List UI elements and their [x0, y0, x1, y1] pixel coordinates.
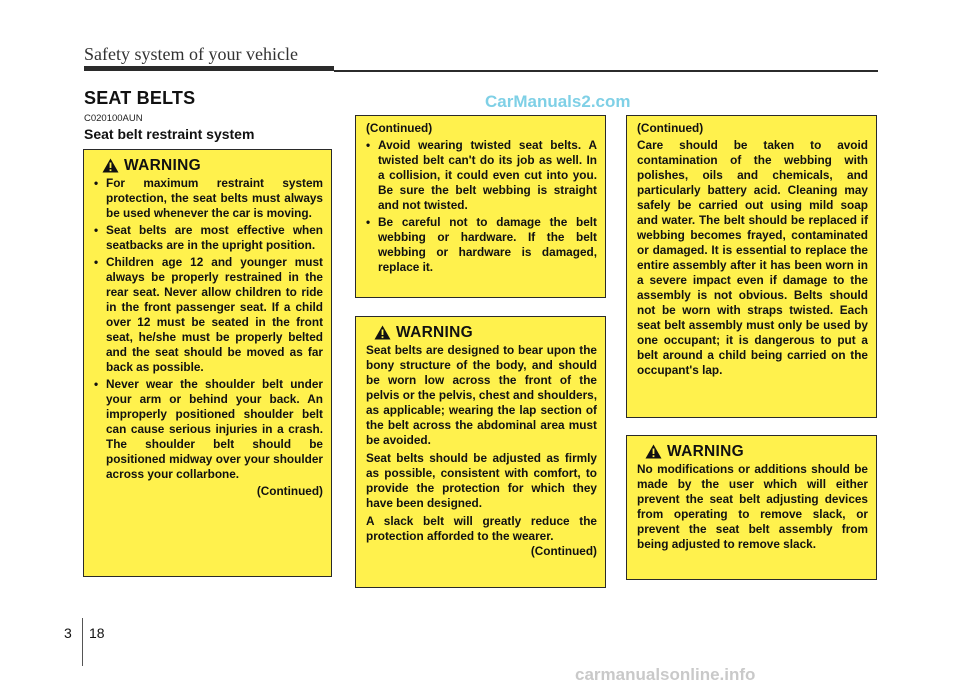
footer-divider — [82, 618, 83, 666]
watermark-footer: carmanualsonline.info — [575, 665, 756, 684]
continued-label: (Continued) — [366, 121, 433, 135]
list-item: • Be careful not to damage the belt webbing or hardware. If the belt webbing or hardware is damaged, replace it. — [366, 215, 597, 274]
list-item: • Children age 12 and younger must always be properly restrained in the rear seat. Never allow children to ride in the front passenger seat. If a child over 12 must be seated in the front seat, he/she must be properly belted and the seat should be moved as far back as possible. — [94, 255, 323, 374]
warning-triangle-icon — [645, 444, 662, 459]
warning-heading — [374, 325, 597, 340]
warning-heading — [645, 444, 868, 459]
paragraph: A slack belt will greatly reduce the protection afforded to the wearer. — [366, 514, 597, 543]
warning-triangle-icon — [374, 325, 391, 340]
continued-label: (Continued) — [256, 484, 323, 498]
header-title: Safety system of your vehicle — [84, 44, 298, 64]
list-item: • Never wear the shoulder belt under your arm or behind your back. An improperly positioned shoulder belt can cause serious injuries in a crash. The shoulder belt should be positioned midway over your shoulder across your collarbone. — [94, 377, 323, 481]
list-item: • Seat belts are most effective when seatbacks are in the upright position. — [94, 223, 323, 252]
warning-heading — [102, 158, 323, 173]
continued-box-2 — [355, 115, 606, 298]
header-rule-thin — [334, 70, 878, 72]
warning-triangle-icon — [102, 158, 119, 173]
continued-label: (Continued) — [530, 544, 597, 558]
paragraph: Care should be taken to avoid contamination of the webbing with polishes, oils and chemicals, and particularly battery acid. Cleaning may safely be carried out using mild soap and water. The belt should be replaced if webbing becomes frayed, contaminated or damaged. It is essential to replace the entire assembly after it has been worn in a severe impact even if damage to the assembly is not obvious. Belts should not be worn with straps twisted. Each seat belt assembly must only be used by one occupant; it is dangerous to put a belt around a child being carried on the occupant's lap. — [637, 138, 868, 377]
warning-label: WARNING — [124, 157, 202, 174]
list-item: • For maximum restraint system protection, the seat belts must always be used whenever the car is moving. — [94, 176, 323, 220]
warning-label: WARNING — [396, 324, 474, 341]
section-code: C020100AUN — [84, 113, 143, 124]
list-item: • Avoid wearing twisted seat belts. A twisted belt can't do its job as well. In a collision, it could even cut into you. Be sure the belt webbing is straight and not twisted. — [366, 138, 597, 212]
section-title: SEAT BELTS — [84, 88, 196, 108]
chapter-number: 3 — [64, 625, 72, 641]
section-subtitle: Seat belt restraint system — [84, 126, 255, 142]
paragraph: Seat belts are designed to bear upon the bony structure of the body, and should be worn low across the front of the pelvis or the pelvis, chest and shoulders, as applicable; wearing the lap section of the belt across the abdominal area must be avoided. — [366, 343, 597, 447]
paragraph: No modifications or additions should be made by the user which will either prevent the seat belt adjusting devices from operating to remove slack, or prevent the seat belt assembly from being adjusted to remove slack. — [637, 462, 868, 551]
warning-label: WARNING — [667, 443, 745, 460]
watermark-carmanuals: CarManuals2.com — [485, 92, 631, 111]
warning-box-5 — [626, 435, 877, 580]
continued-label: (Continued) — [637, 121, 704, 135]
continued-box-4 — [626, 115, 877, 418]
warning-box-3 — [355, 316, 606, 588]
warning-box-1 — [83, 149, 332, 577]
page-number: 18 — [89, 625, 105, 641]
paragraph: Seat belts should be adjusted as firmly as possible, consistent with comfort, to provide the protection for which they have been designed. — [366, 451, 597, 510]
header-rule-thick — [84, 66, 334, 71]
